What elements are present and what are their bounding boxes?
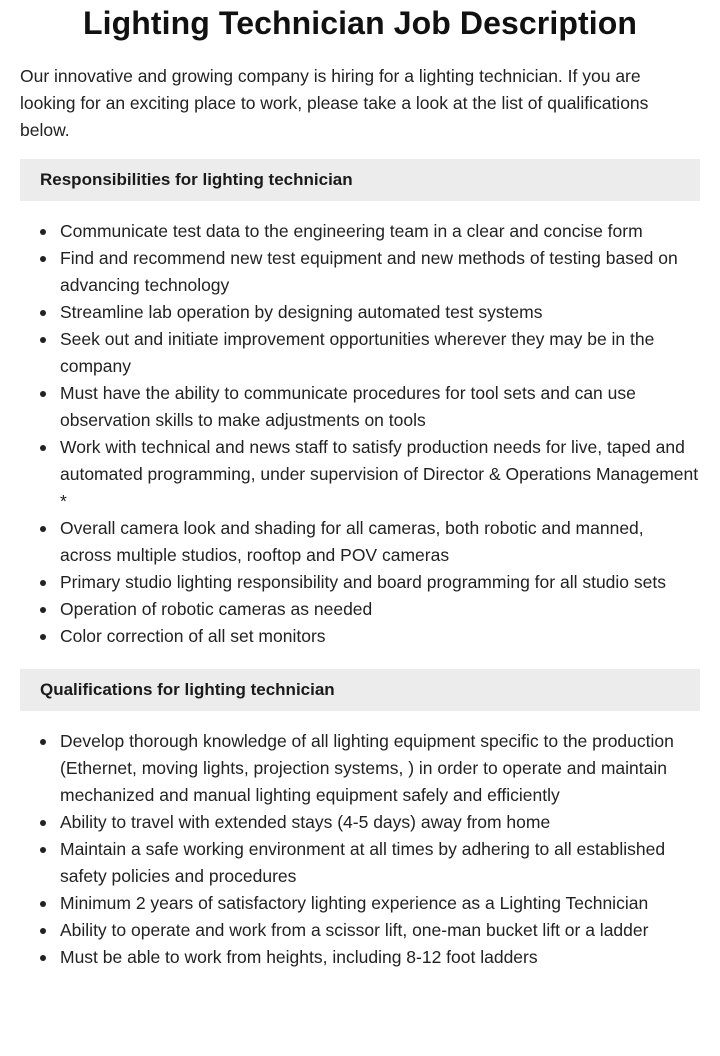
page-title: Lighting Technician Job Description [82, 5, 638, 41]
intro-paragraph: Our innovative and growing company is hiring for a lighting technician. If you are looking for an exciting place to work, please take a look at the list of qualifications below. [20, 66, 649, 140]
list-item: Minimum 2 years of satisfactory lighting experience as a Lighting Technician [60, 890, 700, 917]
list-item: Work with technical and news staff to satisfy production needs for live, taped and automated programming, under supervision of Director & Operations Management * [60, 434, 700, 515]
list-item: Streamline lab operation by designing automated test systems [60, 299, 700, 326]
list-item: Seek out and initiate improvement opportunities wherever they may be in the company [60, 326, 700, 380]
list-item: Overall camera look and shading for all cameras, both robotic and manned, across multiple studios, rooftop and POV cameras [60, 515, 700, 569]
list-item: Communicate test data to the engineering team in a clear and concise form [60, 218, 700, 245]
list-item: Color correction of all set monitors [60, 623, 700, 650]
list-item: Must have the ability to communicate procedures for tool sets and can use observation skills to make adjustments on tools [60, 380, 700, 434]
list-item: Ability to travel with extended stays (4-5 days) away from home [60, 809, 700, 836]
list-item: Maintain a safe working environment at all times by adhering to all established safety policies and procedures [60, 836, 700, 890]
list-item: Must be able to work from heights, including 8-12 foot ladders [60, 944, 700, 971]
list-item: Primary studio lighting responsibility and board programming for all studio sets [60, 569, 700, 596]
qualifications-heading: Qualifications for lighting technician [20, 669, 700, 711]
list-item: Develop thorough knowledge of all lighting equipment specific to the production (Ethernet, moving lights, projection systems, ) in order to operate and maintain mechanized and manual lighting equipment safely and efficiently [60, 728, 700, 809]
qualifications-list [20, 728, 700, 971]
list-item: Ability to operate and work from a scissor lift, one-man bucket lift or a ladder [60, 917, 700, 944]
responsibilities-list [20, 218, 700, 650]
list-item: Operation of robotic cameras as needed [60, 596, 700, 623]
responsibilities-heading: Responsibilities for lighting technician [20, 159, 700, 201]
list-item: Find and recommend new test equipment and new methods of testing based on advancing technology [60, 245, 700, 299]
